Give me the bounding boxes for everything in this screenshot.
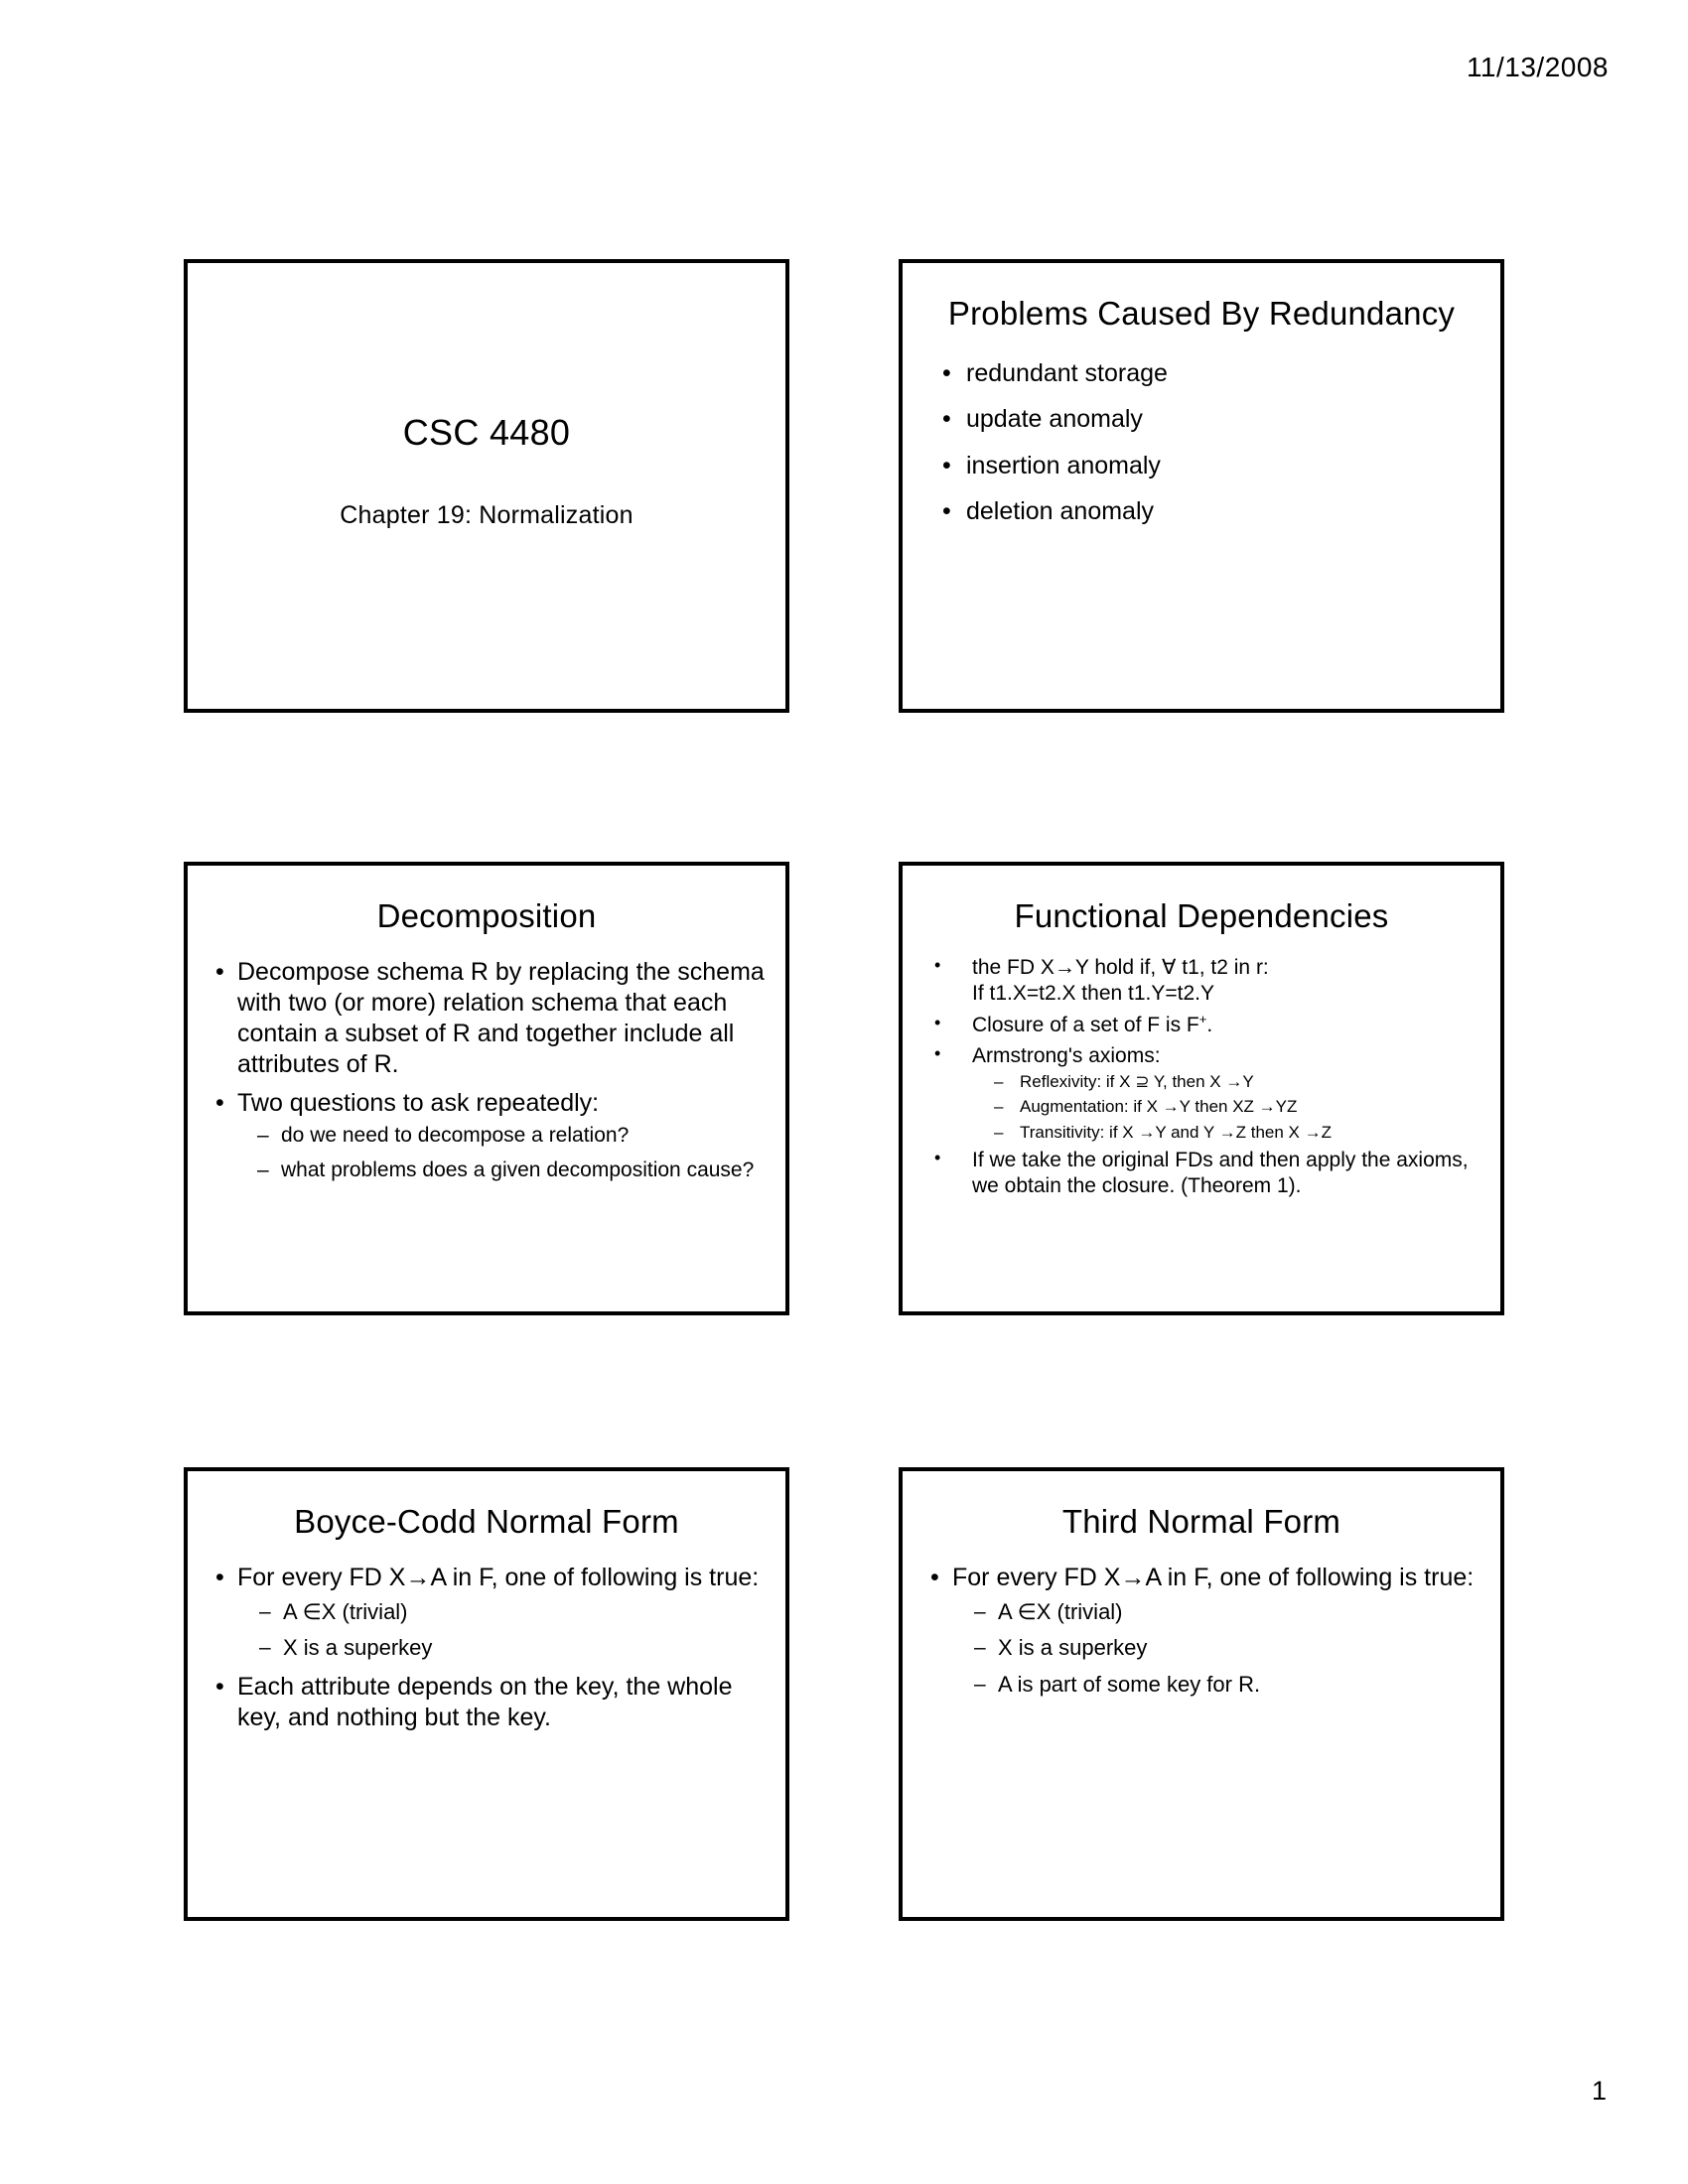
slide-body-decomposition xyxy=(208,957,768,1191)
slide-body-bcnf xyxy=(208,1563,770,1739)
slide-title-3nf: Third Normal Form xyxy=(1061,1503,1341,1540)
list-item xyxy=(924,1013,1486,1038)
dash-glyph: – xyxy=(994,1122,1004,1142)
slide-thumbnail-functional-dependencies[interactable] xyxy=(899,862,1504,1315)
slide-content-3nf xyxy=(903,1471,1500,1917)
bullet-glyph: • xyxy=(934,1147,941,1167)
slide-thumbnail-title[interactable] xyxy=(184,259,789,713)
dash-glyph: – xyxy=(974,1672,986,1696)
dash-glyph: – xyxy=(259,1636,271,1660)
sub-bullet-list xyxy=(952,1599,1484,1698)
list-item xyxy=(924,1043,1486,1143)
sub-list-item xyxy=(974,1599,1484,1625)
list-item xyxy=(924,955,1486,1008)
list-item-text: Armstrong's axioms: xyxy=(972,1044,1161,1068)
dash-glyph: – xyxy=(974,1600,986,1623)
list-item xyxy=(924,1148,1486,1200)
list-item xyxy=(938,496,1484,526)
axiom-augmentation: Augmentation: if X →Y then XZ →YZ xyxy=(1020,1097,1298,1117)
sub-bullet-list xyxy=(237,1599,770,1662)
sub-list-item xyxy=(990,1072,1486,1092)
list-item-text: insertion anomaly xyxy=(966,451,1161,479)
axiom-reflexivity: Reflexivity: if X ⊇ Y, then X →Y xyxy=(1020,1071,1254,1091)
bullet-glyph: • xyxy=(942,496,951,525)
sub-list-item-text: A ∈X (trivial) xyxy=(998,1599,1123,1624)
dash-glyph: – xyxy=(257,1124,269,1147)
dash-glyph: – xyxy=(974,1636,986,1660)
slide-content-bcnf xyxy=(188,1471,785,1917)
list-item xyxy=(208,1672,770,1733)
bullet-glyph: • xyxy=(934,1012,941,1032)
list-item-text: update anomaly xyxy=(966,405,1143,434)
list-item-text: the FD X→Y hold if, ∀ t1, t2 in r: xyxy=(972,956,1269,979)
slide-content-decomposition xyxy=(188,866,785,1311)
slide-title-bcnf: Boyce-Codd Normal Form xyxy=(294,1503,679,1540)
list-item xyxy=(922,1563,1484,1698)
slide-body-redundancy xyxy=(938,358,1484,542)
list-item-text: deletion anomaly xyxy=(966,496,1155,525)
bullet-glyph: • xyxy=(930,1564,939,1591)
course-subtitle: Chapter 19: Normalization xyxy=(340,501,633,529)
list-item-text: Two questions to ask repeatedly: xyxy=(237,1089,600,1117)
bullet-list xyxy=(208,1563,770,1733)
sub-list-item xyxy=(259,1599,770,1625)
bullet-glyph: • xyxy=(934,1043,941,1064)
list-item xyxy=(938,404,1484,434)
sub-bullet-list xyxy=(237,1123,768,1182)
bullet-list xyxy=(922,1563,1484,1698)
dash-glyph: – xyxy=(994,1097,1004,1117)
slide-thumbnail-3nf[interactable] xyxy=(899,1467,1504,1921)
axiom-transitivity: Transitivity: if X →Y and Y →Z then X →Z xyxy=(1020,1122,1332,1142)
bullet-list xyxy=(208,957,768,1182)
list-item xyxy=(938,358,1484,388)
list-item xyxy=(938,451,1484,480)
bullet-glyph: • xyxy=(934,955,941,975)
sub-list-item xyxy=(259,1635,770,1661)
dash-glyph: – xyxy=(259,1600,271,1623)
list-item xyxy=(208,957,768,1080)
sub-list-item xyxy=(990,1097,1486,1117)
slide-grid xyxy=(184,259,1504,1924)
bullet-list xyxy=(938,358,1484,526)
dash-glyph: – xyxy=(994,1071,1004,1091)
bullet-list xyxy=(924,955,1486,1200)
slide-body-functional-dependencies xyxy=(924,955,1486,1205)
sub-list-item-text: do we need to decompose a relation? xyxy=(281,1124,630,1147)
slide-content-title xyxy=(188,263,785,709)
bullet-glyph: • xyxy=(215,958,224,986)
closure-text: Closure of a set of F is F xyxy=(972,1013,1199,1036)
list-item xyxy=(208,1088,768,1182)
slide-content-functional-dependencies xyxy=(903,866,1500,1311)
slide-body-3nf xyxy=(922,1563,1484,1707)
bullet-glyph: • xyxy=(942,405,951,434)
bullet-glyph: • xyxy=(215,1564,224,1591)
list-item-text: If we take the original FDs and then apply the axioms, we obtain the closure. (Theorem 1). xyxy=(972,1148,1469,1198)
slide-thumbnail-redundancy[interactable] xyxy=(899,259,1504,713)
slide-title-decomposition: Decomposition xyxy=(376,897,597,934)
list-item-text: Decompose schema R by replacing the schema with two (or more) relation schema that each contain a subset of R and together include all attributes of R. xyxy=(237,958,765,1078)
sub-list-item xyxy=(257,1123,768,1149)
sub-list-item xyxy=(990,1123,1486,1143)
sub-list-item xyxy=(974,1672,1484,1698)
slide-title-functional-dependencies: Functional Dependencies xyxy=(1014,897,1389,934)
list-item-text: For every FD X→A in F, one of following is true: xyxy=(952,1564,1475,1591)
sub-list-item-text: A is part of some key for R. xyxy=(998,1671,1261,1697)
list-item xyxy=(208,1563,770,1662)
course-title: CSC 4480 xyxy=(402,412,571,453)
sub-bullet-list xyxy=(972,1072,1486,1143)
sub-list-item xyxy=(974,1635,1484,1661)
bullet-glyph: • xyxy=(942,359,951,387)
sub-list-item-text: X is a superkey xyxy=(998,1635,1148,1661)
sub-list-item-text: what problems does a given decomposition cause? xyxy=(281,1158,755,1181)
bullet-glyph: • xyxy=(215,1672,224,1701)
bullet-glyph: • xyxy=(215,1089,224,1117)
bullet-glyph: • xyxy=(942,451,951,479)
sub-list-item-text: X is a superkey xyxy=(283,1635,433,1661)
sub-list-item xyxy=(257,1158,768,1183)
list-item-text: For every FD X→A in F, one of following is true: xyxy=(237,1564,760,1591)
dash-glyph: – xyxy=(257,1158,269,1181)
sub-list-item-text: A ∈X (trivial) xyxy=(283,1599,408,1624)
closure-period: . xyxy=(1206,1013,1213,1036)
slide-thumbnail-decomposition[interactable] xyxy=(184,862,789,1315)
list-item-text: Each attribute depends on the key, the whole key, and nothing but the key. xyxy=(237,1672,733,1731)
page-date: 11/13/2008 xyxy=(1466,52,1609,82)
closure-statement xyxy=(972,1011,1213,1036)
page-number: 1 xyxy=(1591,2076,1607,2106)
list-item-text: redundant storage xyxy=(966,359,1168,387)
fd-continuation-line: If t1.X=t2.X then t1.Y=t2.Y xyxy=(972,982,1214,1006)
slide-content-redundancy xyxy=(903,263,1500,709)
slide-title-redundancy: Problems Caused By Redundancy xyxy=(947,295,1456,332)
slide-thumbnail-bcnf[interactable] xyxy=(184,1467,789,1921)
closure-superscript: + xyxy=(1198,1011,1207,1026)
